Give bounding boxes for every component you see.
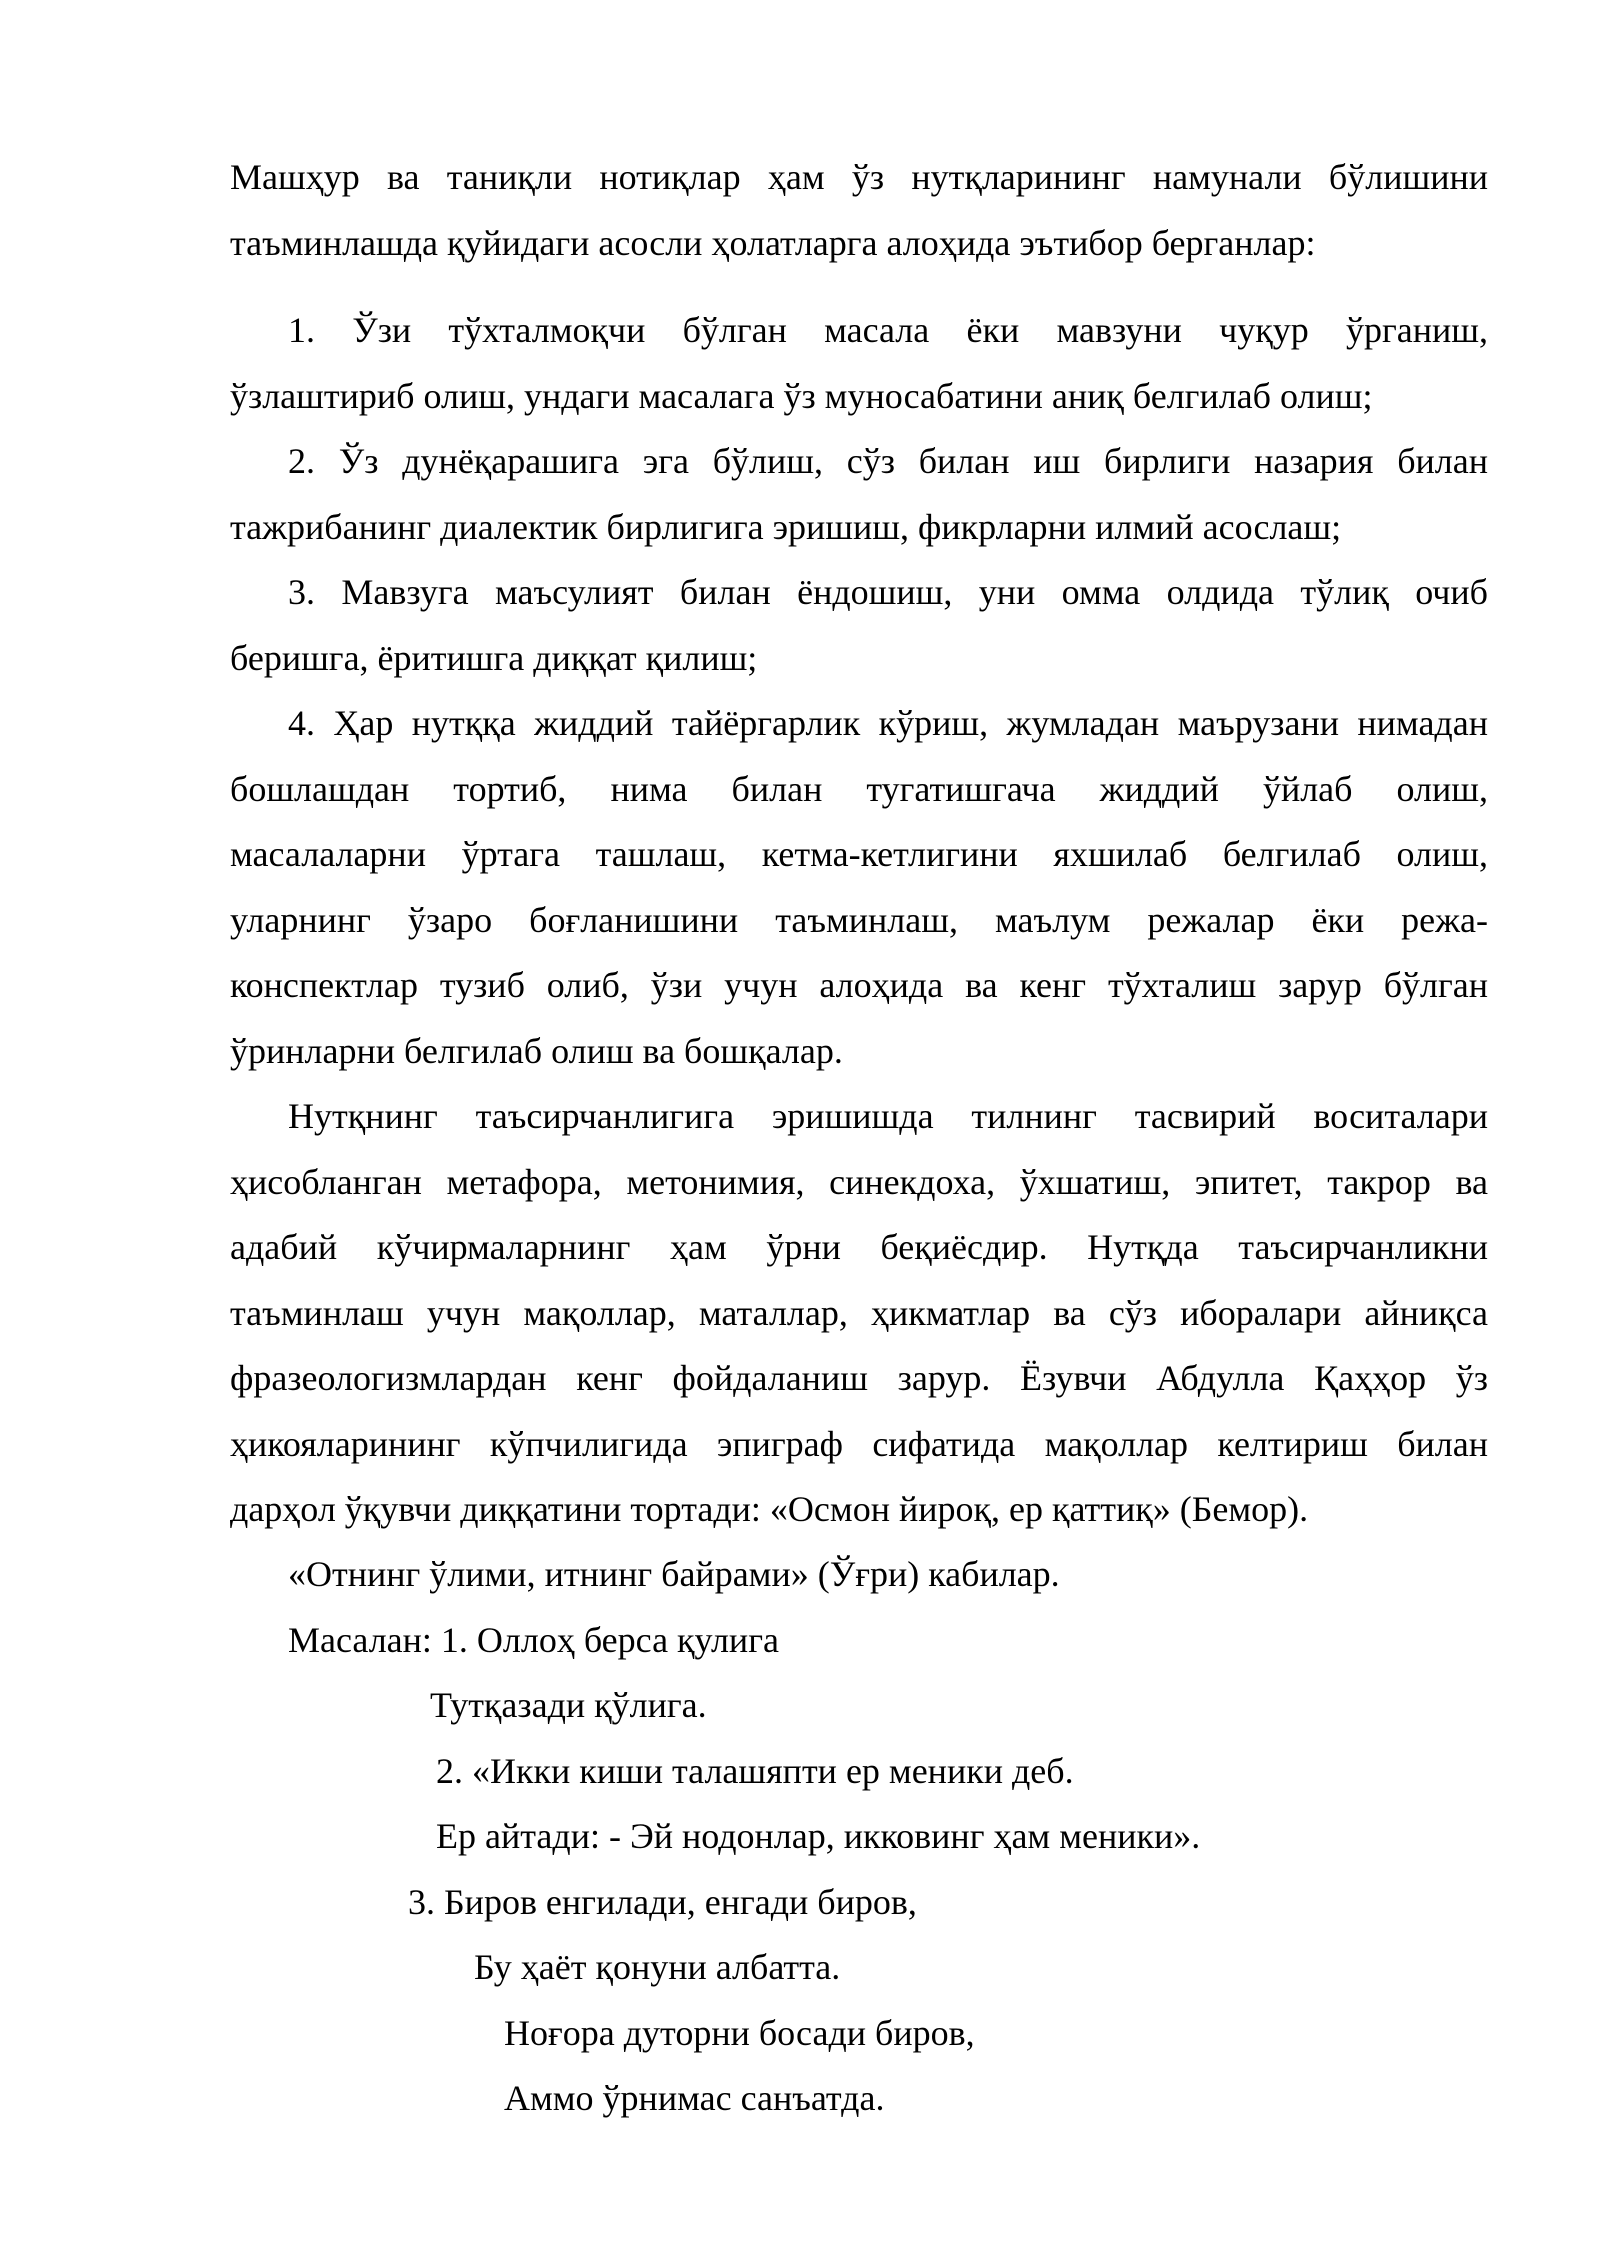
paragraph-line: ҳикояларининг кўпчилигида эпиграф сифатида мақоллар келтириш билан [230, 1423, 1488, 1464]
list-item-line: 1. Ўзи тўхталмоқчи бўлган масала ёки мавзуни чуқур ўрганиш, [288, 310, 1488, 350]
list-item-4 [230, 691, 1488, 1084]
example-2-line-2: Ер айтади: - Эй нодонлар, икковинг ҳам меники». [436, 1816, 1201, 1856]
proverb-line: «Отнинг ўлими, итнинг байрами» (Ўғри) кабилар. [288, 1554, 1060, 1594]
example-3-line-1: 3. Биров енгилади, енгади биров, [408, 1882, 917, 1922]
example-3-line-2: Бу ҳаёт қонуни албатта. [474, 1947, 841, 1987]
example-2-line-1: 2. «Икки киши талашяпти ер меники деб. [436, 1751, 1074, 1791]
list-item-1 [230, 298, 1488, 429]
paragraph-line: фразеологизмлардан кенг фойдаланиш зарур. Ёзувчи Абдулла Қаҳҳор ўз [230, 1358, 1488, 1398]
list-item-line: уларнинг ўзаро боғланишини таъминлаш, маълум режалар ёки режа- [230, 899, 1488, 940]
list-item-line: беришга, ёритишга диққат қилиш; [230, 637, 758, 678]
list-item-2 [230, 429, 1488, 560]
paragraph-line: дарҳол ўқувчи диққатини тортади: «Осмон йироқ, ер қаттиқ» (Бемор). [230, 1489, 1309, 1529]
intro-line: Машҳур ва таниқли нотиқлар ҳам ўз нутқларининг намунали бўлишини [230, 157, 1488, 197]
list-item-line: масалаларни ўртага ташлаш, кетма-кетлигини яхшилаб белгилаб олиш, [230, 834, 1488, 874]
body-paragraph [230, 1084, 1488, 1543]
list-item-line: 3. Мавзуга маъсулият билан ёндошиш, уни омма олдида тўлиқ очиб [288, 572, 1488, 612]
list-item-line: тажрибанинг диалектик бирлигига эришиш, фикрларни илмий асослаш; [230, 506, 1342, 547]
paragraph-line: Нутқнинг таъсирчанлигига эришишда тилнинг тасвирий воситалари [288, 1096, 1488, 1136]
paragraph-line: адабий кўчирмаларнинг ҳам ўрни беқиёсдир. Нутқда таъсирчанликни [230, 1227, 1488, 1267]
list-item-line: 4. Ҳар нутққа жиддий тайёргарлик кўриш, жумладан маърузани нимадан [288, 703, 1488, 743]
list-item-line: ўринларни белгилаб олиш ва бошқалар. [230, 1030, 843, 1071]
example-1-line-2: Тутқазади қўлига. [430, 1685, 707, 1725]
list-item-line: ўзлаштириб олиш, ундаги масалага ўз муносабатини аниқ белгилаб олиш; [230, 375, 1373, 416]
paragraph-line: ҳисобланган метафора, метонимия, синекдоха, ўхшатиш, эпитет, такрор ва [230, 1161, 1488, 1202]
list-item-line: конспектлар тузиб олиб, ўзи учун алоҳида ва кенг тўхталиш зарур бўлган [230, 965, 1488, 1005]
examples-intro: Масалан: 1. Оллоҳ берса қулига [288, 1620, 779, 1660]
example-3-line-4: Аммо ўрнимас санъатда. [504, 2078, 885, 2118]
list-item-3 [230, 560, 1488, 691]
example-3-line-3: Ноғора дуторни босади биров, [504, 2013, 975, 2053]
intro-line: таъминлашда қуйидаги асосли ҳолатларга алоҳида эътибор берганлар: [230, 222, 1316, 263]
list-item-line: 2. Ўз дунёқарашига эга бўлиш, сўз билан иш бирлиги назария билан [288, 441, 1488, 481]
intro-paragraph [230, 145, 1488, 276]
paragraph-line: таъминлаш учун мақоллар, маталлар, ҳикматлар ва сўз иборалари айниқса [230, 1292, 1488, 1333]
list-item-line: бошлашдан тортиб, нима билан тугатишгача жиддий ўйлаб олиш, [230, 768, 1488, 809]
